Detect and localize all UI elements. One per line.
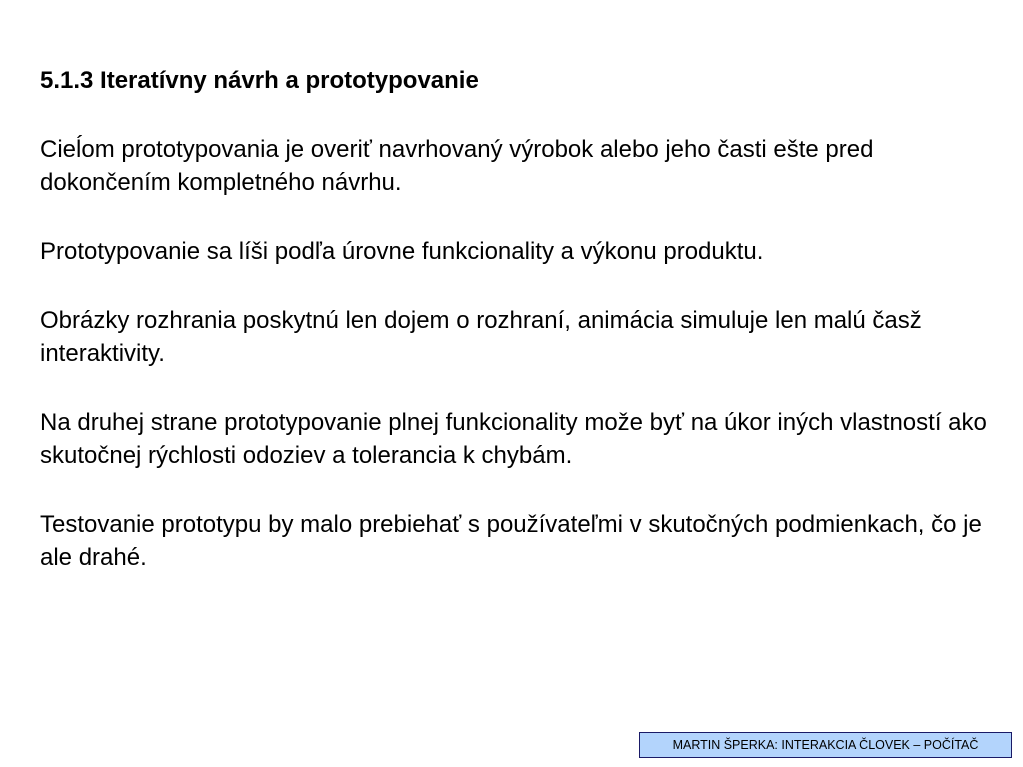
slide-title: 5.1.3 Iteratívny návrh a prototypovanie: [40, 67, 479, 94]
paragraph-testing: Testovanie prototypu by malo prebiehať s používateľmi v skutočných podmienkach, čo je ale drahé.: [40, 511, 982, 571]
footer-author-label: MARTIN ŠPERKA: INTERAKCIA ČLOVEK – POČÍTAČ: [639, 732, 1012, 758]
paragraph-full-functionality: Na druhej strane prototypovanie plnej funkcionality može byť na úkor iných vlastností ako skutočnej rýchlosti odoziev a tolerancia k chybám.: [40, 409, 987, 469]
paragraph-purpose: Cieĺom prototypovania je overiť navrhovaný výrobok alebo jeho časti ešte pred dokončením kompletného návrhu.: [40, 136, 874, 196]
paragraph-levels: Prototypovanie sa líši podľa úrovne funkcionality a výkonu produktu.: [40, 238, 764, 265]
slide-content: [40, 64, 1000, 610]
paragraph-images-animation: Obrázky rozhrania poskytnú len dojem o rozhraní, animácia simuluje len malú časž interaktivity.: [40, 307, 922, 367]
